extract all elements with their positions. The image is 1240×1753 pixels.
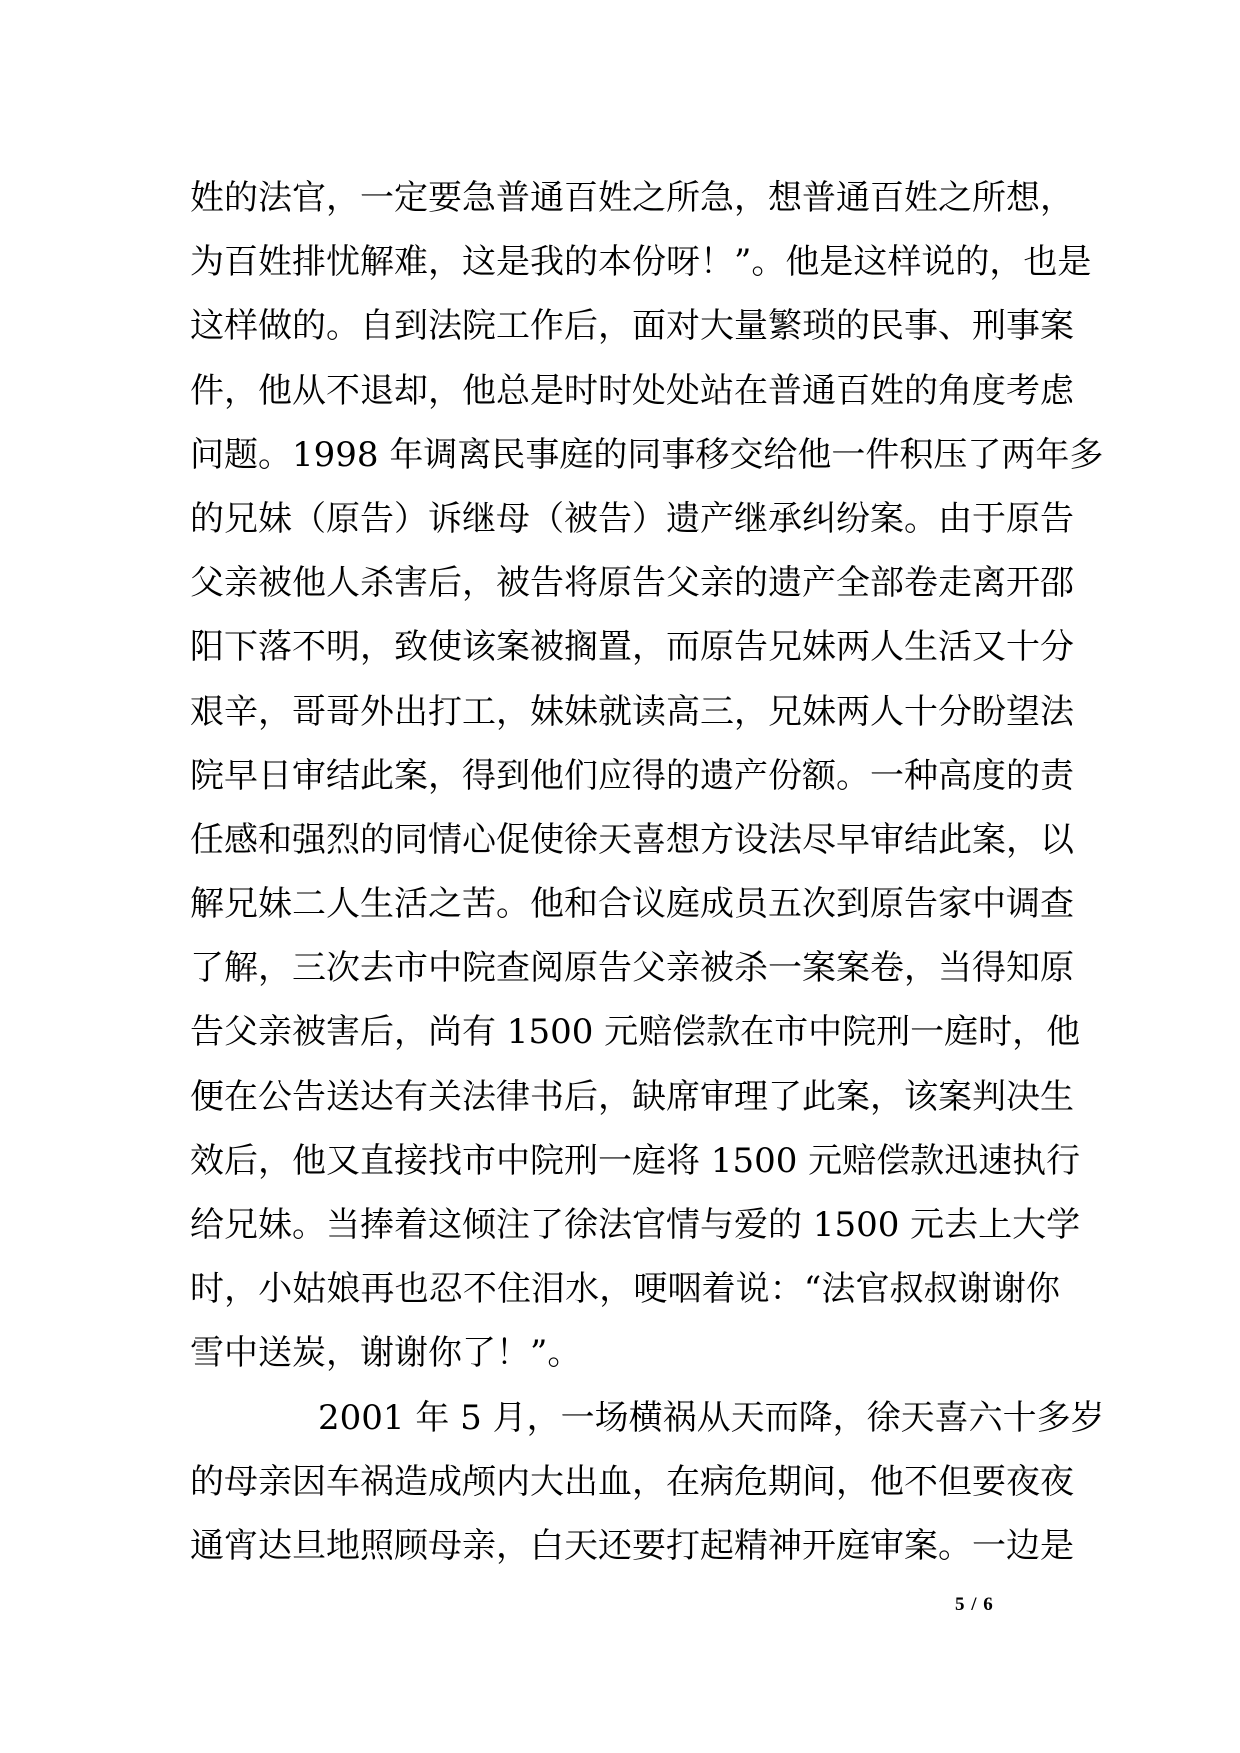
text-line: 效后，他又直接找市中院刑一庭将 1500 元赔偿款迅速执行	[190, 1140, 1081, 1181]
text-line: 的兄妹（原告）诉继母（被告）遗产继承纠纷案。由于原告	[190, 498, 1074, 539]
text-line: 艰辛，哥哥外出打工，妹妹就读高三，兄妹两人十分盼望法	[190, 691, 1074, 732]
paragraph-2	[190, 1386, 1105, 1579]
paragraph-1	[190, 166, 1104, 1386]
text-line: 这样做的。自到法院工作后，面对大量繁琐的民事、刑事案	[190, 306, 1074, 347]
text-line: 院早日审结此案，得到他们应得的遗产份额。一种高度的责	[190, 755, 1074, 796]
text-line: 给兄妹。当捧着这倾注了徐法官情与爱的 1500 元去上大学	[190, 1205, 1081, 1245]
text-line: 姓的法官，一定要急普通百姓之所急，想普通百姓之所想，	[190, 178, 1074, 218]
text-line: 解兄妹二人生活之苦。他和合议庭成员五次到原告家中调查	[190, 884, 1074, 925]
text-line: 通宵达旦地照顾母亲，白天还要打起精神开庭审案。一边是	[190, 1525, 1074, 1566]
text-line: 阳下落不明，致使该案被搁置，而原告兄妹两人生活又十分	[190, 627, 1074, 668]
text-line: 了解，三次去市中院查阅原告父亲被杀一案案卷，当得知原	[190, 948, 1074, 989]
text-line: 告父亲被害后，尚有 1500 元赔偿款在市中院刑一庭时，他	[190, 1012, 1081, 1053]
text-line: 的母亲因车祸造成颅内大出血，在病危期间，他不但要夜夜	[190, 1461, 1074, 1502]
text-line: 父亲被他人杀害后，被告将原告父亲的遗产全部卷走离开邵	[190, 563, 1074, 604]
text-line: 便在公告送达有关法律书后，缺席审理了此案，该案判决生	[190, 1076, 1074, 1117]
text-line: 2001 年 5 月，一场横祸从天而降，徐天喜六十多岁	[318, 1397, 1105, 1438]
page-number: 5 / 6	[955, 1594, 994, 1615]
body-text	[190, 166, 1105, 1578]
text-line: 雪中送炭，谢谢你了！”。	[190, 1333, 582, 1374]
text-line: 时，小姑娘再也忍不住泪水，哽咽着说：“法官叔叔谢谢你	[190, 1269, 1060, 1310]
text-line: 任感和强烈的同情心促使徐天喜想方设法尽早审结此案，以	[190, 819, 1074, 860]
text-line: 为百姓排忧解难，这是我的本份呀！”。他是这样说的，也是	[190, 242, 1092, 283]
text-line: 件，他从不退却，他总是时时处处站在普通百姓的角度考虑	[190, 370, 1074, 411]
text-line: 问题。1998 年调离民事庭的同事移交给他一件积压了两年多	[190, 434, 1104, 475]
